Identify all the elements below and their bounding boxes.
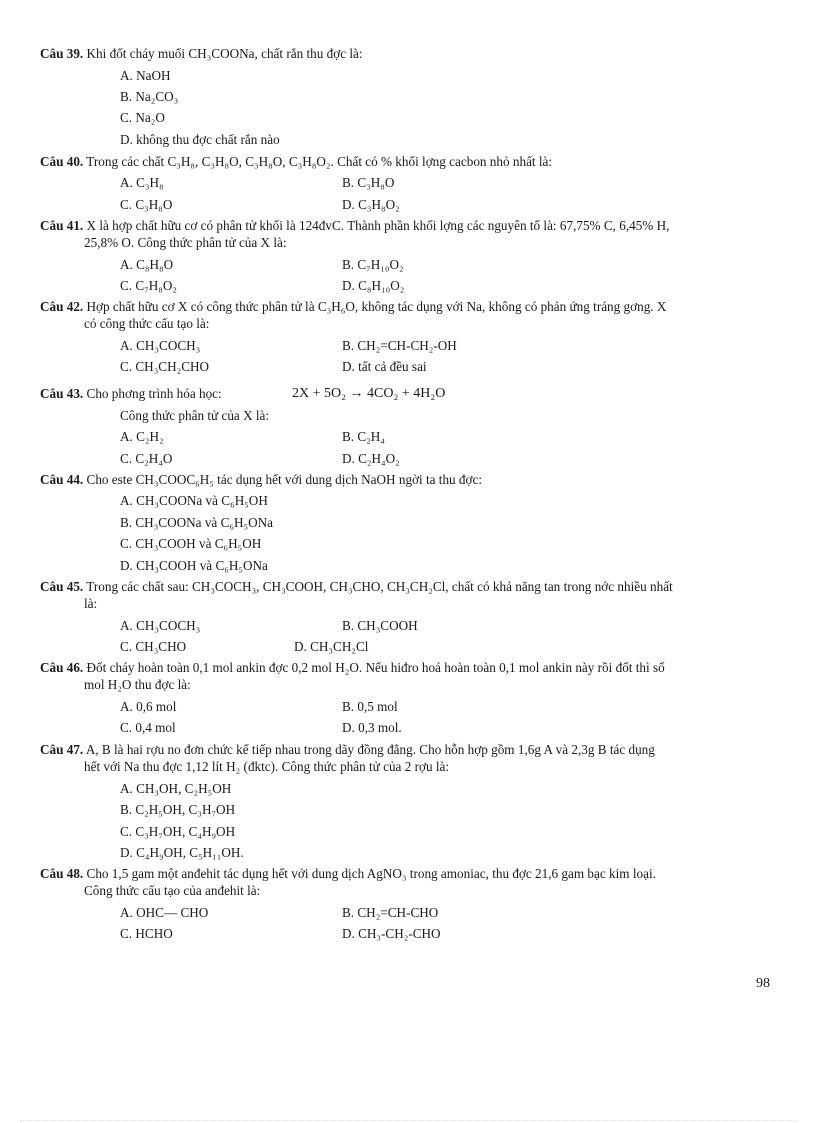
question-text: Trong các chất sau: CH₃COCH₃, CH₃COOH, CH₃CHO, CH₃CH₂Cl, chất có khả năng tan trong nớc nhiều nhất [86, 579, 673, 594]
question-label: Câu 39. [40, 46, 84, 61]
question-continuation: 25,8% O. Công thức phân tử của X là: [84, 235, 287, 250]
question-text: Cho phơng trình hóa học: [86, 386, 222, 401]
option-c: C. 0,4 mol [120, 720, 176, 735]
option-d: D. CH₃CH₂Cl [294, 639, 369, 654]
option-d: D. C₃H₈O₂ [342, 197, 400, 212]
option-a: A. CH₃COCH₃ [120, 618, 201, 633]
question-42 [40, 298, 770, 315]
option-c: C. C₂H₄O [120, 451, 173, 466]
option-a: A. CH₃COCH₃ [120, 338, 201, 353]
option-d: D. C₈H₁₀O₂ [342, 278, 405, 293]
question-label: Câu 43. [40, 386, 84, 401]
question-continuation: hết với Na thu đợc 1,12 lít H₂ (đktc). Công thức phân tử của 2 rợu là: [84, 759, 450, 774]
question-continuation: là: [84, 596, 98, 611]
option-b: B. Na₂CO₃ [120, 89, 179, 104]
page-number: 98 [756, 976, 770, 991]
question-46 [40, 659, 770, 676]
question-label: Câu 42. [40, 299, 84, 314]
page-bottom-divider [20, 1120, 796, 1121]
option-b: B. C₂H₄ [342, 429, 385, 444]
question-39 [40, 45, 770, 62]
question-label: Câu 41. [40, 218, 84, 233]
option-b: B. CH₂=CH-CHO [342, 905, 439, 920]
chemical-equation: 2X + 5O₂ → 4CO₂ + 4H₂O [292, 386, 446, 401]
question-47 [40, 741, 770, 758]
option-c: C. C₃H₇OH, C₄H₉OH [120, 824, 236, 839]
option-a: A. OHC— CHO [120, 905, 209, 920]
option-d: D. 0,3 mol. [342, 720, 402, 735]
option-c: C. C₇H₈O₂ [120, 278, 178, 293]
option-c: C. CH₃CH₂CHO [120, 359, 210, 374]
question-label: Câu 45. [40, 579, 84, 594]
question-text: Khi đốt cháy muối CH₃COONa, chất rắn thu đợc là: [86, 46, 363, 61]
question-text: Cho este CH₃COOC₆H₅ tác dụng hết với dung dịch NaOH ngời ta thu đợc: [86, 472, 483, 487]
question-44 [40, 471, 770, 488]
option-a: A. C₈H₈O [120, 257, 174, 272]
question-continuation: Công thức cấu tạo của anđehit là: [84, 883, 261, 898]
question-label: Câu 40. [40, 154, 84, 169]
question-45 [40, 578, 770, 595]
question-label: Câu 46. [40, 660, 84, 675]
option-d: D. CH₃COOH và C₆H₅ONa [120, 558, 268, 573]
option-d: D. CH₃-CH₂-CHO [342, 926, 441, 941]
question-text: Đốt cháy hoàn toàn 0,1 mol ankin đợc 0,2 mol H₂O. Nếu hiđro hoá hoàn toàn 0,1 mol ankin này rồi đốt thì số [86, 660, 665, 675]
option-b: B. C₇H₁₀O₂ [342, 257, 404, 272]
option-d: D. C₄H₉OH, C₅H₁₁OH. [120, 845, 244, 860]
question-41 [40, 217, 770, 234]
question-continuation: có công thức cấu tạo là: [84, 316, 210, 331]
question-continuation: mol H₂O thu đợc là: [84, 677, 191, 692]
question-label: Câu 48. [40, 866, 84, 881]
option-a: A. CH₃COONa và C₆H₅OH [120, 493, 268, 508]
option-a: A. C₂H₂ [120, 429, 164, 444]
option-c: C. CH₃COOH và C₆H₅OH [120, 536, 262, 551]
question-text: Hợp chất hữu cơ X có công thức phân tử là C₃H₆O, không tác dụng với Na, không có phản ứng tráng gơng. X [86, 299, 667, 314]
option-b: B. CH₃COONa và C₆H₅ONa [120, 515, 273, 530]
option-d: D. C₂H₄O₂ [342, 451, 400, 466]
option-b: B. C₂H₅OH, C₃H₇OH [120, 802, 236, 817]
option-d: D. không thu đợc chất rắn nào [120, 132, 280, 147]
option-d: D. tất cả đều sai [342, 359, 427, 374]
question-label: Câu 47. [40, 742, 84, 757]
question-40 [40, 153, 770, 170]
option-b: B. 0,5 mol [342, 699, 398, 714]
option-a: A. C₃H₈ [120, 175, 164, 190]
question-text: Trong các chất C₃H₈, C₃H₈O, C₃H₈O, C₃H₈O₂. Chất có % khối lợng cacbon nhỏ nhất là: [86, 154, 553, 169]
option-a: A. CH₃OH, C₂H₅OH [120, 781, 232, 796]
option-a: A. NaOH [120, 68, 171, 83]
option-b: B. CH₂=CH-CH₂-OH [342, 338, 457, 353]
question-text: A, B là hai rợu no đơn chức kế tiếp nhau trong dãy đồng đẳng. Cho hỗn hợp gồm 1,6g A và 2,3g B tác dụng [85, 742, 655, 757]
option-c: C. CH₃CHO [120, 639, 187, 654]
option-c: C. Na₂O [120, 110, 165, 125]
question-label: Câu 44. [40, 472, 84, 487]
question-text: X là hợp chất hữu cơ có phân tử khối là 124đvC. Thành phần khối lợng các nguyên tố là: 67,75% C, 6,45% H, [86, 218, 670, 233]
question-48 [40, 865, 770, 882]
option-b: B. C₃H₈O [342, 175, 395, 190]
option-c: C. C₃H₈O [120, 197, 173, 212]
option-b: B. CH₃COOH [342, 618, 418, 633]
option-a: A. 0,6 mol [120, 699, 177, 714]
question-text: Cho 1,5 gam một anđehit tác dụng hết với dung dịch AgNO₃ trong amoniac, thu đợc 21,6 gam bạc kim loại. [86, 866, 656, 881]
question-continuation: Công thức phân tử của X là: [120, 408, 270, 423]
option-c: C. HCHO [120, 926, 173, 941]
